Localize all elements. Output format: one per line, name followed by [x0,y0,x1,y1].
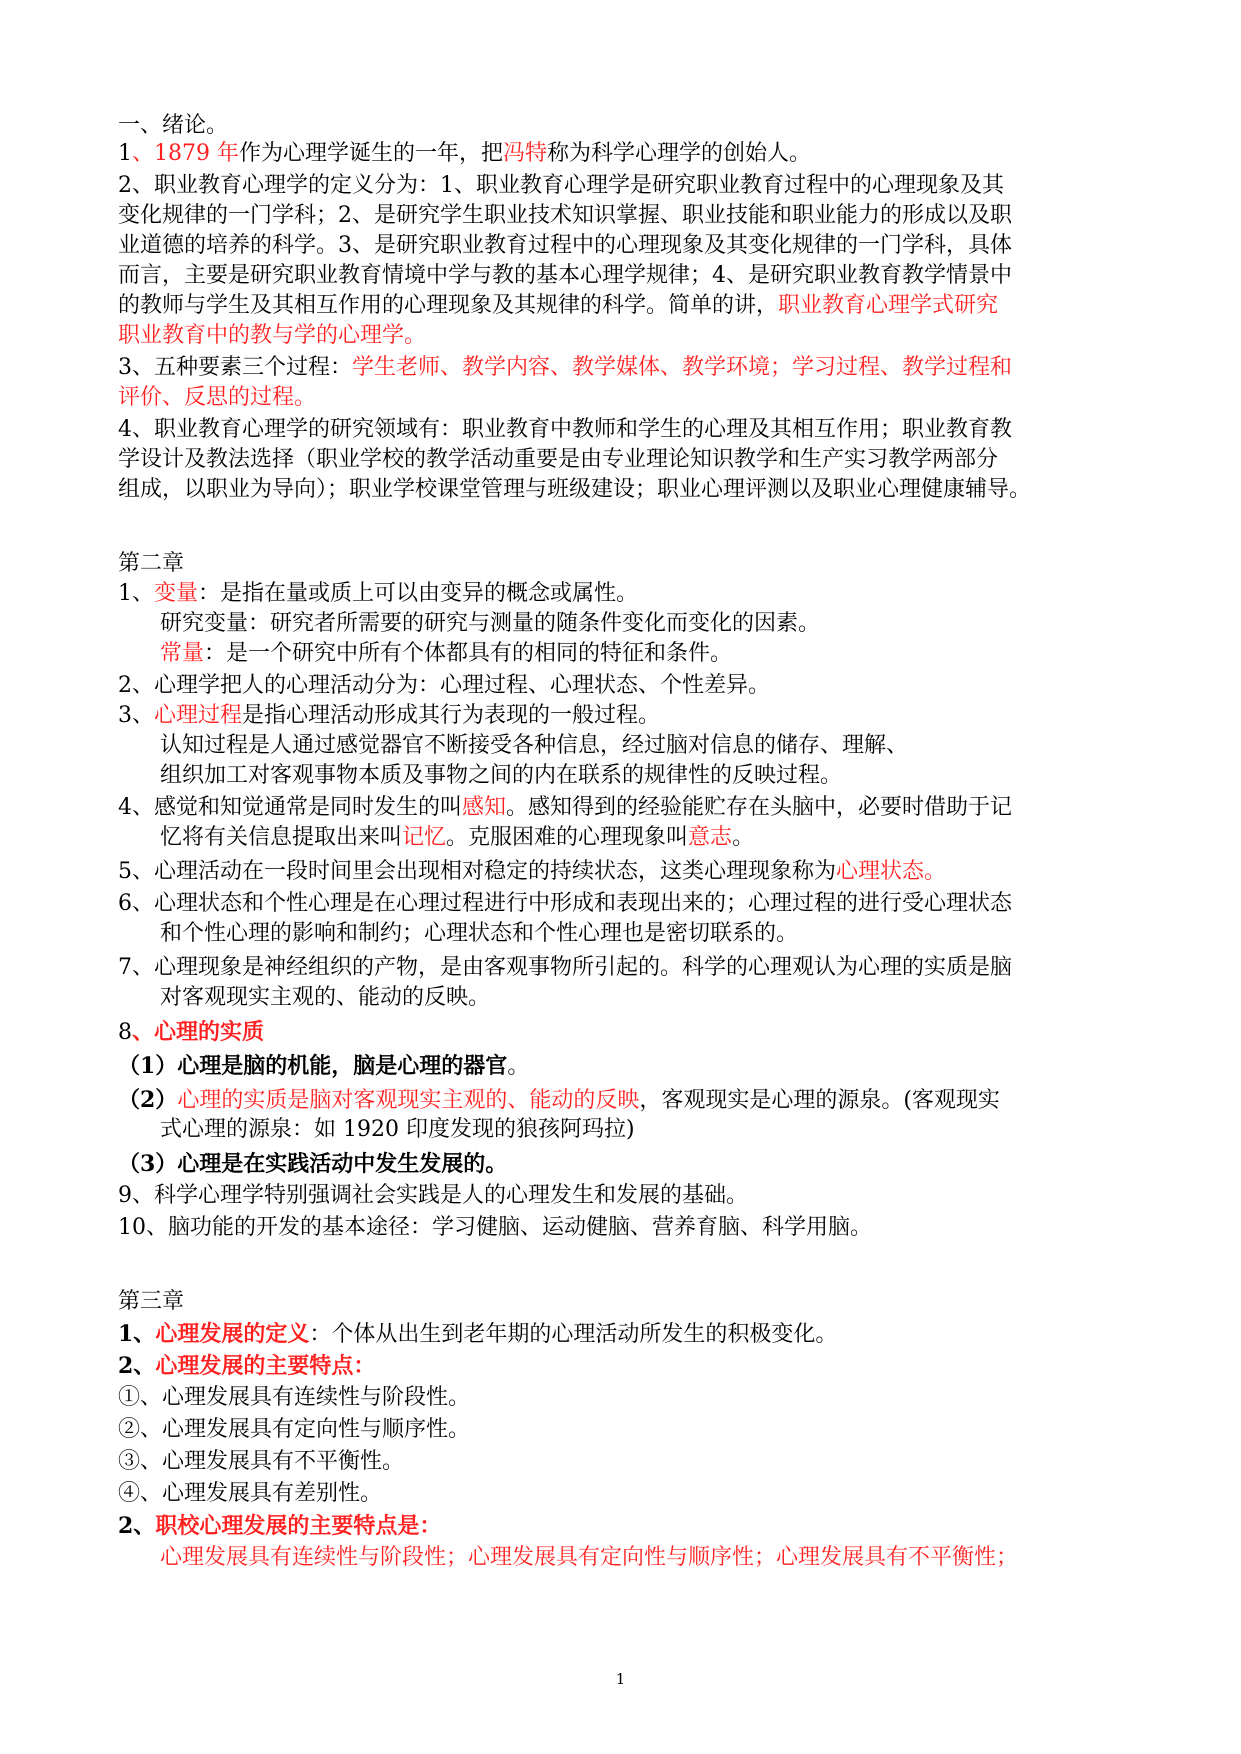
highlight: 心理发展的定义 [155,1321,310,1347]
text: 4、感觉和知觉通常是同时发生的叫 [118,795,462,820]
ch3-feature-4: ④、心理发展具有差别性。 [118,1481,383,1506]
highlight: 冯特 [503,141,548,166]
intro-item-3-line-2: 评价、反思的过程。 [118,385,317,410]
intro-item-2-line-2: 变化规律的一门学科；2、是研究学生职业技术知识掌握、职业技能和职业能力的形成以及职 [118,203,1013,228]
ch2-item-3 [118,700,660,732]
ch2-item-5 [118,856,946,888]
text: 。 [507,1054,530,1079]
intro-item-2-line-3: 业道德的培养的科学。3、是研究职业教育过程中的心理现象及其变化规律的一门学科，具体 [118,233,1013,258]
highlight: 心理的实质是脑对客观现实主观的、能动的反映 [177,1088,640,1113]
highlight: 心理过程 [154,703,243,728]
text: ：是指在量或质上可以由变异的概念或属性。 [198,581,639,606]
intro-item-2-line-6: 职业教育中的教与学的心理学。 [118,323,427,348]
ch3-item-3 [118,1510,441,1542]
intro-item-3-line-1 [118,352,1012,384]
ch3-item-2 [118,1350,375,1382]
ch2-item-3-sub-2: 组织加工对客观事物本质及事物之间的内在联系的规律性的反映过程。 [160,763,843,788]
text: 。 [924,859,947,884]
ch3-item-3-detail: 心理发展具有连续性与阶段性；心理发展具有定向性与顺序性；心理发展具有不平衡性； [160,1545,1019,1570]
text: 3、五种要素三个过程： [118,355,352,380]
text: 3、 [118,703,154,728]
text: 2、 [118,1513,156,1539]
ch2-item-2: 2、心理学把人的心理活动分为：心理过程、心理状态、个性差异。 [118,673,770,698]
ch2-item-8-point-2-line-1 [118,1084,1000,1116]
ch2-item-1 [118,578,638,610]
intro-item-1 [118,138,811,170]
highlight: 、1879 年 [132,141,239,166]
text: 。克服困难的心理现象叫 [446,825,689,850]
text: 的教师与学生及其相互作用的心理现象及其规律的科学。简单的讲， [118,293,779,318]
highlight: 心理发展的主要特点： [155,1353,376,1379]
ch2-item-6-line-1: 6、心理状态和个性心理是在心理过程进行中形成和表现出来的；心理过程的进行受心理状态 [118,891,1013,916]
highlight: 、心理的实质 [132,1019,265,1045]
intro-item-4-line-2: 学设计及教法选择（职业学校的教学活动重要是由专业理论知识教学和生产实习教学两部分 [118,447,999,472]
text: 1、 [118,581,154,606]
ch2-item-8-point-3: （3）心理是在实践活动中发生发展的。 [118,1151,508,1177]
ch2-item-8-point-2-line-2: 式心理的源泉：如 1920 印度发现的狼孩阿玛拉) [160,1117,635,1142]
intro-item-2-line-4: 而言，主要是研究职业教育情境中学与教的基本心理学规律；4、是研究职业教育教学情景中 [118,263,1013,288]
ch2-item-7-line-2: 对客观现实主观的、能动的反映。 [160,985,491,1010]
highlight: 变量 [154,581,199,606]
ch2-item-1-sub-1: 研究变量：研究者所需要的研究与测量的随条件变化而变化的因素。 [160,611,821,636]
ch2-item-1-sub-2 [160,638,732,670]
text: 1 [118,141,132,166]
section-heading-ch3: 第三章 [118,1289,185,1314]
ch2-item-3-sub-1: 认知过程是人通过感觉器官不断接受各种信息，经过脑对信息的储存、理解、 [160,733,909,758]
ch2-item-4-line-1 [118,792,1012,824]
ch3-feature-3: ③、心理发展具有不平衡性。 [118,1449,405,1474]
intro-item-2-line-1: 2、职业教育心理学的定义分为：1、职业教育心理学是研究职业教育过程中的心理现象及其 [118,173,1004,198]
text: （2） [118,1087,178,1113]
ch2-item-8-point-1 [118,1050,529,1082]
ch2-item-4-line-2 [160,822,754,854]
text: （1）心理是脑的机能，脑是心理的器官 [118,1053,508,1079]
highlight: 记忆 [402,825,447,850]
text: ：是一个研究中所有个体都具有的相同的特征和条件。 [204,641,733,666]
ch2-item-6-line-2: 和个性心理的影响和制约；心理状态和个性心理也是密切联系的。 [160,921,799,946]
text: 。 [732,825,755,850]
intro-item-4-line-3: 组成，以职业为导向）；职业学校课堂管理与班级建设；职业心理评测以及职业心理健康辅导。 [118,477,1032,502]
highlight: 职业教育心理学式研究 [778,293,999,318]
text: 作为心理学诞生的一年，把 [238,141,503,166]
highlight: 意志 [688,825,733,850]
ch3-feature-1: ①、心理发展具有连续性与阶段性。 [118,1385,471,1410]
text: 5、心理活动在一段时间里会出现相对稳定的持续状态，这类心理现象称为 [118,859,836,884]
highlight: 感知 [462,795,507,820]
section-heading-ch2: 第二章 [118,551,185,576]
text: 2、 [118,1353,156,1379]
text: 。感知得到的经验能贮存在头脑中，必要时借助于记 [506,795,1013,820]
ch3-feature-2: ②、心理发展具有定向性与顺序性。 [118,1417,471,1442]
highlight: 学生老师、教学内容、教学媒体、教学环境；学习过程、教学过程和 [352,355,1013,380]
text: 是指心理活动形成其行为表现的一般过程。 [242,703,661,728]
text: 8 [118,1020,132,1045]
highlight: 常量 [160,641,205,666]
text: 称为科学心理学的创始人。 [547,141,812,166]
ch2-item-9: 9、科学心理学特别强调社会实践是人的心理发生和发展的基础。 [118,1183,748,1208]
highlight: 职校心理发展的主要特点是： [155,1513,442,1539]
text: ，客观现实是心理的源泉。(客观现实 [639,1088,1000,1113]
text: 忆将有关信息提取出来叫 [160,825,403,850]
text: ：个体从出生到老年期的心理活动所发生的积极变化。 [309,1322,838,1347]
ch2-item-7-line-1: 7、心理现象是神经组织的产物，是由客观事物所引起的。科学的心理观认为心理的实质是脑 [118,955,1013,980]
text: 1、 [118,1321,156,1347]
ch3-item-1 [118,1318,837,1350]
ch2-item-10: 10、脑功能的开发的基本途径：学习健脑、运动健脑、营养育脑、科学用脑。 [118,1215,872,1240]
section-heading-intro: 一、绪论。 [118,113,229,138]
intro-item-4-line-1: 4、职业教育心理学的研究领域有：职业教育中教师和学生的心理及其相互作用；职业教育教 [118,417,1013,442]
ch2-item-8 [118,1016,264,1048]
intro-item-2-line-5 [118,290,998,322]
page-number: 1 [615,1670,626,1688]
highlight: 心理状态 [836,859,925,884]
